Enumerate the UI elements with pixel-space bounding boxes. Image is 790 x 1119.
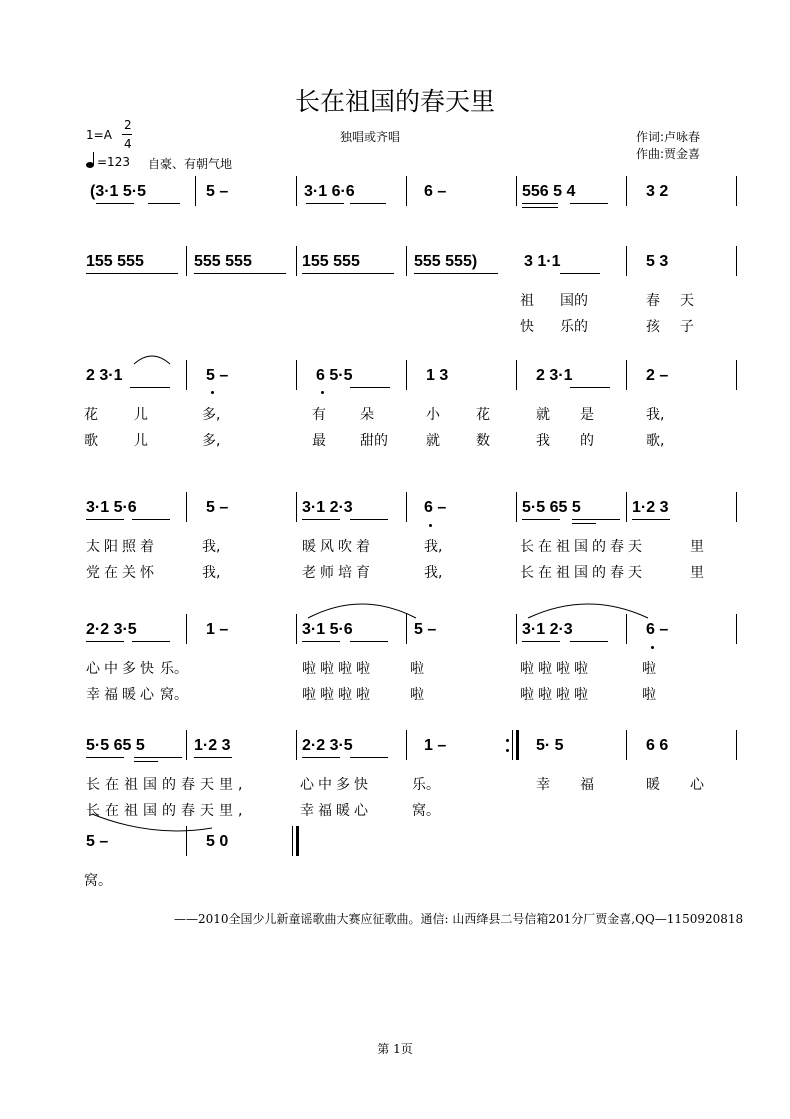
measure: 1 3 xyxy=(426,367,449,384)
measure: 3·1 6·6 xyxy=(304,183,355,200)
measure: 5· 5 xyxy=(536,737,564,754)
measure: 2 – xyxy=(646,367,669,384)
system-5: 2·2 3·5 1 – 3·1 5·6 5 – 3·1 2·3 6 – 心中多快 乐。 啦啦啦啦 啦 啦啦啦啦 啦 幸福暖心 窝。 啦啦啦啦 啦 啦啦啦啦 啦 xyxy=(0,0,790,1119)
time-signature-top: 2 xyxy=(124,118,132,132)
measure: 2 3·1 xyxy=(536,367,573,384)
measure: 6 – xyxy=(424,183,447,200)
measure: 5 0 xyxy=(206,833,229,850)
measure: 1 – xyxy=(424,737,447,754)
page-number: 第 1页 xyxy=(377,1042,413,1056)
measure: 3·1 5·6 xyxy=(86,499,137,516)
measure: 5 – xyxy=(206,183,229,200)
performance-style: 独唱或齐唱 xyxy=(340,130,401,144)
measure: 5 3 xyxy=(646,253,669,270)
measure: 5 – xyxy=(86,833,109,850)
measure: 2 3·1 xyxy=(86,367,123,384)
time-signature-bottom: 4 xyxy=(124,137,132,151)
credit-note: ——2010全国少儿新童谣歌曲大赛应征歌曲。通信: 山西绛县二号信箱201分厂贾金喜,QQ—1150920818 xyxy=(174,912,744,926)
expression-marking: 自豪、有朝气地 xyxy=(148,157,233,171)
measure: 2·2 3·5 xyxy=(302,737,353,754)
measure: 6 – xyxy=(646,621,669,638)
measure: 155 555 xyxy=(302,253,360,270)
measure: 1·2 3 xyxy=(632,499,669,516)
measure: 6 – xyxy=(424,499,447,516)
song-title: 长在祖国的春天里 xyxy=(294,87,495,116)
measure: (3·1 5·5 xyxy=(90,183,147,200)
measure: 2·2 3·5 xyxy=(86,621,137,638)
measure: 6 5·5 xyxy=(316,367,353,384)
final-barline-thick xyxy=(296,826,299,856)
measure: 556 5 4 xyxy=(522,183,576,200)
measure: 5 – xyxy=(206,499,229,516)
measure: 555 555 xyxy=(194,253,252,270)
measure: 3·1 5·6 xyxy=(302,621,353,638)
final-barline xyxy=(292,826,293,856)
measure: 5·5 65 5 xyxy=(86,737,145,754)
system-6: 5·5 65 5 1·2 3 2·2 3·5 1 – 5· 5 6 6 长在祖国的春天里, 心中多快 乐。 幸 福 暖 心 长在祖国的春天里, 幸福暖心 窝。 xyxy=(0,0,790,1119)
system-7: 5 – 5 0 窝。 xyxy=(0,0,790,1119)
measure: 555 555) xyxy=(414,253,478,270)
key-signature: 1=A xyxy=(86,128,112,142)
measure: 6 6 xyxy=(646,737,669,754)
system-3: 2 3·1 5 – 6 5·5 1 3 2 3·1 2 – 花 儿 多, 有 朵 小 花 就 是 我, 歌 儿 多, 最 甜的 就 数 我 的 歌, xyxy=(0,0,790,1119)
lyricist: 作词:卢咏春 xyxy=(636,130,701,144)
measure: 155 555 xyxy=(86,253,144,270)
measure: 3 2 xyxy=(646,183,669,200)
measure: 3·1 2·3 xyxy=(522,621,573,638)
measure: 3·1 2·3 xyxy=(302,499,353,516)
tempo-marking: =123 xyxy=(97,155,130,169)
composer: 作曲:贾金喜 xyxy=(636,147,701,161)
system-2: 155 555 555 555 155 555 555 555) 3 1·1 5 3 祖 国的 春 天 快 乐的 孩 子 xyxy=(0,0,790,1119)
measure: 5·5 65 5 xyxy=(522,499,581,516)
measure: 5 – xyxy=(414,621,437,638)
measure: 5 – xyxy=(206,367,229,384)
system-4: 3·1 5·6 5 – 3·1 2·3 6 – 5·5 65 5 1·2 3 太阳照着 我, 暖风吹着 我, 长在祖国的春天 里 党在关怀 我, 老师培育 我, 长在祖国的春天 里 xyxy=(0,0,790,1119)
tie-arc xyxy=(90,812,214,830)
measure: 3 1·1 xyxy=(524,253,561,270)
measure: 1·2 3 xyxy=(194,737,231,754)
measure: 1 – xyxy=(206,621,229,638)
